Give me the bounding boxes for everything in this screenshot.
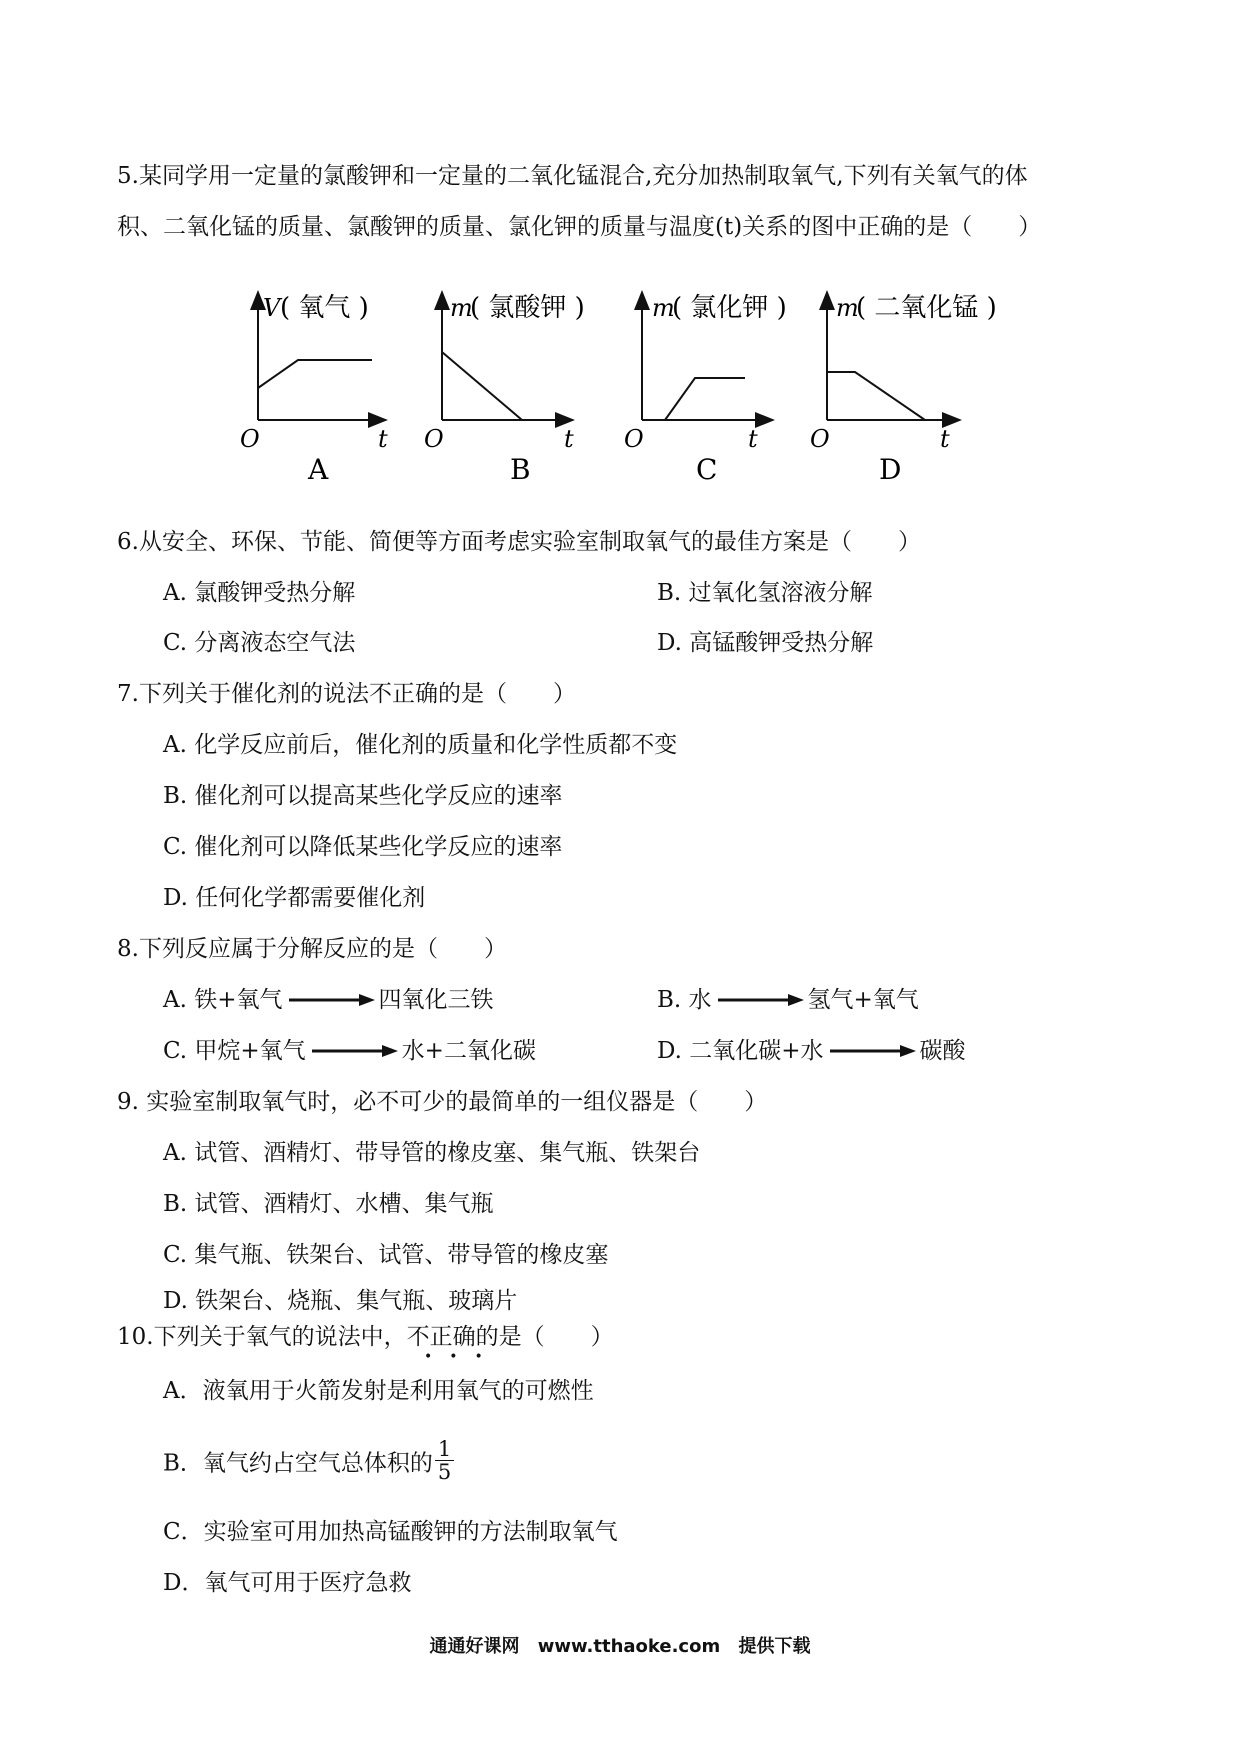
fraction-denominator: 5 bbox=[437, 1460, 452, 1484]
footer-url[interactable]: www.tthaoke.com bbox=[537, 1636, 721, 1657]
graph-c-letter: C bbox=[696, 453, 718, 486]
graph-b-letter: B bbox=[510, 453, 531, 486]
q8-a-reactants: A. 铁+氧气 bbox=[163, 987, 283, 1013]
graph-a-letter: A bbox=[308, 453, 329, 486]
q7-option-a: A. 化学反应前后，催化剂的质量和化学性质都不变 bbox=[163, 732, 678, 758]
q8-option-a bbox=[163, 985, 494, 1015]
graph-a-curve bbox=[258, 360, 372, 388]
q8-option-c bbox=[163, 1036, 536, 1066]
q6-option-c: C. 分离液态空气法 bbox=[163, 630, 356, 656]
graph-a bbox=[240, 293, 388, 486]
graph-d bbox=[810, 293, 997, 486]
reaction-arrow-icon bbox=[828, 1044, 916, 1058]
reaction-arrow-icon bbox=[287, 993, 375, 1007]
graph-d-ylabel: ( 二氧化锰 ) bbox=[856, 293, 997, 323]
q6-option-a: A. 氯酸钾受热分解 bbox=[163, 580, 356, 606]
graph-c-xlabel: t bbox=[748, 425, 758, 453]
graph-a-origin: O bbox=[240, 425, 260, 453]
graph-d-origin: O bbox=[810, 425, 830, 453]
q7-option-c: C. 催化剂可以降低某些化学反应的速率 bbox=[163, 834, 563, 860]
q8-c-products: 水+二氧化碳 bbox=[401, 1038, 536, 1064]
q6-option-d: D. 高锰酸钾受热分解 bbox=[657, 630, 874, 656]
q7-option-b: B. 催化剂可以提高某些化学反应的速率 bbox=[163, 783, 563, 809]
q10-option-b-text: B．氧气约占空气总体积的 bbox=[163, 1450, 433, 1477]
q8-c-reactants: C. 甲烷+氧气 bbox=[163, 1038, 306, 1064]
graph-b-curve bbox=[442, 352, 522, 420]
q9-option-a: A. 试管、酒精灯、带导管的橡皮塞、集气瓶、铁架台 bbox=[163, 1140, 701, 1166]
q9-stem: 9. 实验室制取氧气时，必不可少的最简单的一组仪器是（ ） bbox=[117, 1089, 768, 1115]
q9-option-d: D. 铁架台、烧瓶、集气瓶、玻璃片 bbox=[163, 1288, 518, 1314]
q6-stem: 6.从安全、环保、节能、简便等方面考虑实验室制取氧气的最佳方案是（ ） bbox=[117, 529, 921, 555]
q10-option-d: D．氧气可用于医疗急救 bbox=[163, 1570, 412, 1596]
q8-option-d bbox=[657, 1036, 966, 1066]
graph-c-origin: O bbox=[624, 425, 644, 453]
graph-d-ylabel-var: m bbox=[836, 294, 859, 322]
graph-c bbox=[624, 293, 787, 486]
q8-stem: 8.下列反应属于分解反应的是（ ） bbox=[117, 936, 507, 962]
q5-stem-line2: 积、二氧化锰的质量、氯酸钾的质量、氯化钾的质量与温度(t)关系的图中正确的是（ ） bbox=[117, 214, 1042, 240]
q8-b-products: 氢气+氧气 bbox=[807, 987, 919, 1013]
q10-option-c: C．实验室可用加热高锰酸钾的方法制取氧气 bbox=[163, 1519, 618, 1545]
q8-d-products: 碳酸 bbox=[919, 1038, 966, 1064]
reaction-arrow-icon bbox=[716, 993, 804, 1007]
fraction-one-fifth bbox=[435, 1438, 454, 1483]
graph-b-origin: O bbox=[424, 425, 444, 453]
graph-a-ylabel: ( 氧气 ) bbox=[280, 293, 369, 323]
graph-b bbox=[424, 293, 585, 486]
q5-graphs bbox=[0, 290, 1240, 510]
graph-c-ylabel: ( 氯化钾 ) bbox=[672, 293, 787, 323]
graph-b-ylabel-var: m bbox=[450, 294, 473, 322]
graph-d-curve bbox=[827, 372, 925, 420]
q9-option-c: C. 集气瓶、铁架台、试管、带导管的橡皮塞 bbox=[163, 1242, 609, 1268]
q8-b-reactants: B. 水 bbox=[657, 987, 712, 1013]
page-footer bbox=[0, 1632, 1240, 1658]
footer-site: 通通好课网 bbox=[429, 1636, 520, 1657]
graph-c-curve bbox=[665, 378, 745, 420]
q10-stem: 10.下列关于氧气的说法中，不正确的是（ ） bbox=[117, 1324, 614, 1350]
graph-b-xlabel: t bbox=[564, 425, 574, 453]
graph-d-letter: D bbox=[879, 453, 902, 486]
fraction-numerator: 1 bbox=[435, 1438, 454, 1461]
q8-a-products: 四氧化三铁 bbox=[378, 987, 494, 1013]
graph-d-xlabel: t bbox=[940, 425, 950, 453]
q9-option-b: B. 试管、酒精灯、水槽、集气瓶 bbox=[163, 1191, 494, 1217]
q8-option-b bbox=[657, 985, 919, 1015]
q7-option-d: D. 任何化学都需要催化剂 bbox=[163, 885, 426, 911]
footer-note: 提供下载 bbox=[738, 1636, 811, 1657]
graph-a-xlabel: t bbox=[378, 425, 388, 453]
graph-c-ylabel-var: m bbox=[652, 294, 675, 322]
q6-option-b: B. 过氧化氢溶液分解 bbox=[657, 580, 873, 606]
reaction-arrow-icon bbox=[310, 1044, 398, 1058]
q5-stem-line1: 5.某同学用一定量的氯酸钾和一定量的二氧化锰混合,充分加热制取氧气,下列有关氧气的体 bbox=[117, 163, 1028, 189]
q8-d-reactants: D. 二氧化碳+水 bbox=[657, 1038, 824, 1064]
q7-stem: 7.下列关于催化剂的说法不正确的是（ ） bbox=[117, 681, 576, 707]
q10-option-b bbox=[163, 1437, 454, 1487]
graph-b-ylabel: ( 氯酸钾 ) bbox=[470, 293, 585, 323]
graph-a-ylabel-var: V bbox=[263, 294, 281, 322]
emphasis-dots: ••• bbox=[424, 1349, 500, 1365]
q10-option-a: A．液氧用于火箭发射是利用氧气的可燃性 bbox=[163, 1378, 594, 1404]
